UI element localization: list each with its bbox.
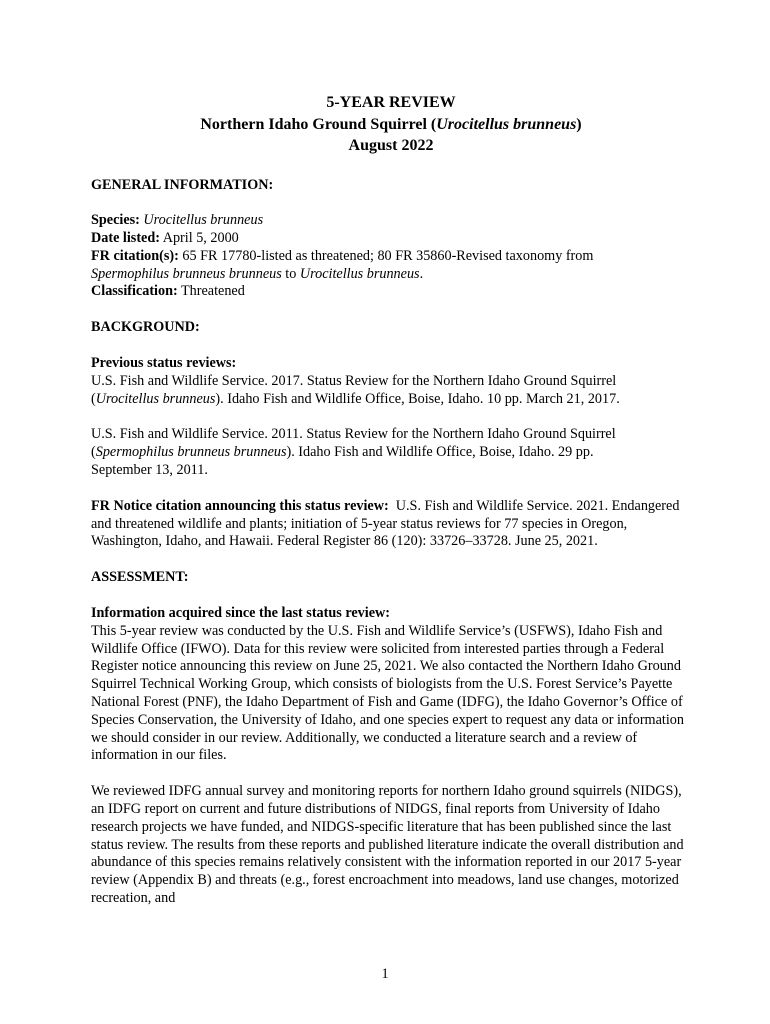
info-acquired-label: Information acquired since the last status review:: [91, 605, 390, 622]
doc-title-line2: [91, 114, 691, 136]
review-2017-species: Urocitellus brunneus: [95, 390, 216, 407]
species-label: Species:: [91, 212, 140, 229]
fr-notice-label: FR Notice citation announcing this status review:: [91, 497, 389, 514]
review-2011: [91, 426, 691, 479]
assessment-heading: ASSESSMENT:: [91, 569, 189, 586]
title-species-italic: Urocitellus brunneus: [436, 115, 577, 133]
review-2017-line1: U.S. Fish and Wildlife Service. 2017. Status Review for the Northern Idaho Ground Squirrel: [91, 372, 617, 389]
review-2017: [91, 373, 691, 409]
document-page: [91, 92, 691, 908]
review-2011-paren-open: (: [91, 444, 96, 461]
classification-label: Classification:: [91, 283, 178, 300]
classification-value: Threatened: [181, 283, 245, 300]
date-listed-value: April 5, 2000: [162, 230, 239, 247]
review-2017-rest: ). Idaho Fish and Wildlife Office, Boise, Idaho. 10 pp. March 21, 2017.: [215, 390, 620, 407]
species-value: Urocitellus brunneus: [143, 212, 264, 229]
fr-citation-end: .: [419, 265, 424, 282]
previous-reviews-label: Previous status reviews:: [91, 355, 237, 372]
species-line: [91, 212, 691, 230]
review-2011-date: September 13, 2011.: [91, 462, 208, 479]
general-information-heading: GENERAL INFORMATION:: [91, 176, 274, 193]
page-number: 1: [381, 966, 389, 982]
assessment-paragraph-1: This 5-year review was conducted by the U.S. Fish and Wildlife Service’s (USFWS), Idaho Fish and Wildlife Office (IFWO). Data for this review were solicited from interested parties through a Federal Register notice announcing this review on June 25, 2021. We also contacted the Northern Idaho Ground Squirrel Technical Working Group, which consists of biologists from the U.S. Forest Service’s Payette National Forest (PNF), the Idaho Department of Fish and Game (IDFG), the Idaho Governor’s Office of Species Conservation, the University of Idaho, and one species expert to request any data or information we should consider in our review. Additionally, we conducted a literature search and a review of information in our files.: [91, 622, 684, 764]
assessment-paragraph-2: We reviewed IDFG annual survey and monitoring reports for northern Idaho ground squirrels (NIDGS), an IDFG report on current and future distributions of NIDGS, final reports from University of Idaho research projects we have funded, and NIDGS-specific literature that has been published since the last status review. The results from these reports and published literature indicate the overall distribution and abundance of this species remains relatively consistent with the information reported in our 2017 5-year review (Appendix B) and threats (e.g., forest encroachment into meadows, land use changes, motorized recreation, and: [91, 783, 684, 906]
fr-notice-text: U.S. Fish and Wildlife Service. 2021. Endangered and threatened wildlife and plants; initiation of 5-year status reviews for 77 species in Oregon, Washington, Idaho, and Hawaii. Federal Register 86 (120): 33726–33728. June 25, 2021.: [91, 497, 683, 550]
review-2017-paren-open: (: [91, 390, 96, 407]
doc-title-line1: 5-YEAR REVIEW: [326, 94, 456, 111]
date-listed-label: Date listed:: [91, 230, 160, 247]
fr-citation-new-name: Urocitellus brunneus: [299, 265, 420, 282]
title-species-prefix: Northern Idaho Ground Squirrel (: [200, 115, 437, 133]
review-2011-species: Spermophilus brunneus brunneus: [95, 444, 287, 461]
title-species-suffix: ): [576, 115, 582, 133]
fr-citation-to: to: [281, 265, 300, 282]
doc-title-date: August 2022: [348, 137, 434, 154]
review-2011-rest: ). Idaho Fish and Wildlife Office, Boise, Idaho. 29 pp.: [286, 444, 594, 461]
date-listed-line: [91, 230, 691, 248]
fr-notice-paragraph: [91, 498, 691, 551]
background-heading: BACKGROUND:: [91, 319, 200, 336]
classification-line: [91, 283, 691, 301]
fr-citation-line: [91, 248, 691, 284]
fr-citation-label: FR citation(s):: [91, 247, 179, 264]
review-2011-line1: U.S. Fish and Wildlife Service. 2011. Status Review for the Northern Idaho Ground Squirrel: [91, 426, 616, 443]
fr-citation-old-name: Spermophilus brunneus brunneus: [91, 265, 282, 282]
fr-citation-text: 65 FR 17780-listed as threatened; 80 FR 35860-Revised taxonomy from: [182, 247, 594, 264]
